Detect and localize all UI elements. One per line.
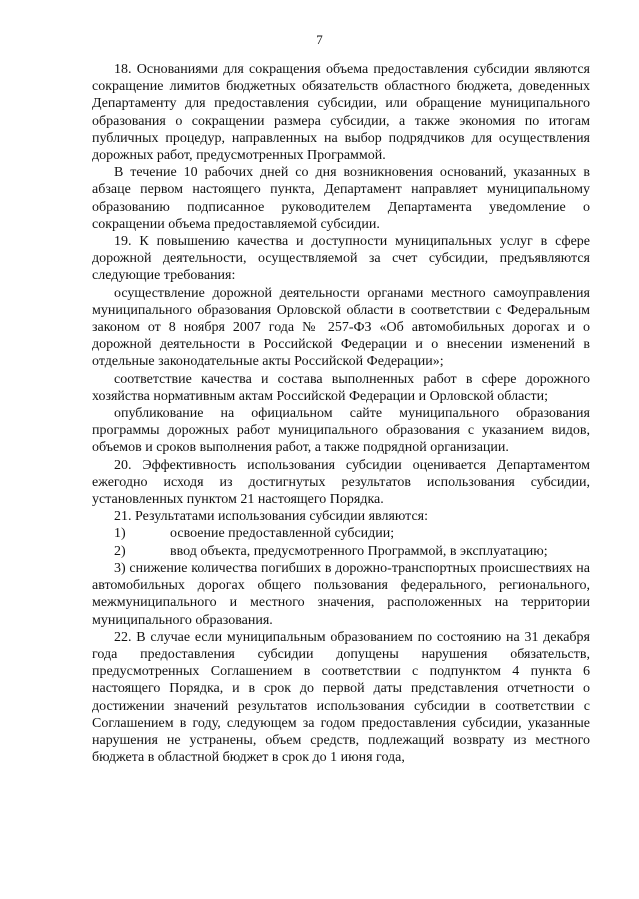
result-item-2-text: ввод объекта, предусмотренного Программой, в эксплуатацию; [170,543,548,559]
result-item-1-text: освоение предоставленной субсидии; [170,526,395,542]
result-item-2-number: 2) [114,543,126,559]
result-item-1 [92,525,590,542]
paragraph-19-requirement-1: осуществление дорожной деятельности органами местного самоуправления муниципального образования Орловской области в соответствии с Федеральным законом от 8 ноября 2007 года № 257-ФЗ «Об автомобильных дорогах и о дорожной деятельности в Российской Федерации и о внесении изменений в отдельные законодательные акты Российской Федерации»; [92,285,590,370]
paragraph-19: 19. К повышению качества и доступности муниципальных услуг в сфере дорожной деятельности, осуществляемой за счет субсидии, предъявляются следующие требования: [92,234,590,284]
paragraph-21: 21. Результатами использования субсидии являются: [114,509,429,525]
result-item-2 [92,543,590,560]
result-item-1-number: 1) [114,526,126,542]
paragraph-19-requirement-2: соответствие качества и состава выполненных работ в сфере дорожного хозяйства нормативным актам Российской Федерации и Орловской области; [92,371,590,404]
paragraph-22: 22. В случае если муниципальным образованием по состоянию на 31 декабря года предоставления субсидии допущены нарушения обязательств, предусмотренных Соглашением в соответствии с подпунктом 4 пункта 6 настоящего Порядка, и в срок до первой даты представления отчетности о достижении значений результатов использования субсидии в соответствии с Соглашением в году, следующем за годом предоставления субсидии, указанные нарушения не устранены, объем средств, подлежащий возврату из местного бюджета в областной бюджет в срок до 1 июня года, [92,629,590,766]
paragraph-18: 18. Основаниями для сокращения объема предоставления субсидии являются сокращение лимитов бюджетных обязательств областного бюджета, доведенных Департаменту для предоставления субсидии, или обращение муниципального образования о сокращении размера субсидии, а также экономия по итогам публичных процедур, направленных на выбор подрядчиков для осуществления дорожных работ, предусмотренных Программой. [92,62,590,164]
paragraph-18-notice: В течение 10 рабочих дней со дня возникновения оснований, указанных в абзаце первом настоящего пункта, Департамент направляет муниципальному образованию подписанное руководителем Департамента уведомление о сокращении объема предоставляемой субсидии. [92,165,590,232]
page-number: 7 [316,32,323,47]
document-body [92,61,590,766]
paragraph-20: 20. Эффективность использования субсидии оценивается Департаментом ежегодно исходя из достигнутых результатов использования субсидии, установленных пунктом 21 настоящего Порядка. [92,457,590,508]
paragraph-19-requirement-3: опубликование на официальном сайте муниципального образования программы дорожных работ муниципального образования с указанием видов, объемов и сроков выполнения работ, а также подрядной организации. [92,406,590,456]
result-item-3: 3) снижение количества погибших в дорожно-транспортных происшествиях на автомобильных дорогах общего пользования федерального, регионального, межмуниципального и местного значения, расположенных на территории муниципального образования. [92,560,590,628]
